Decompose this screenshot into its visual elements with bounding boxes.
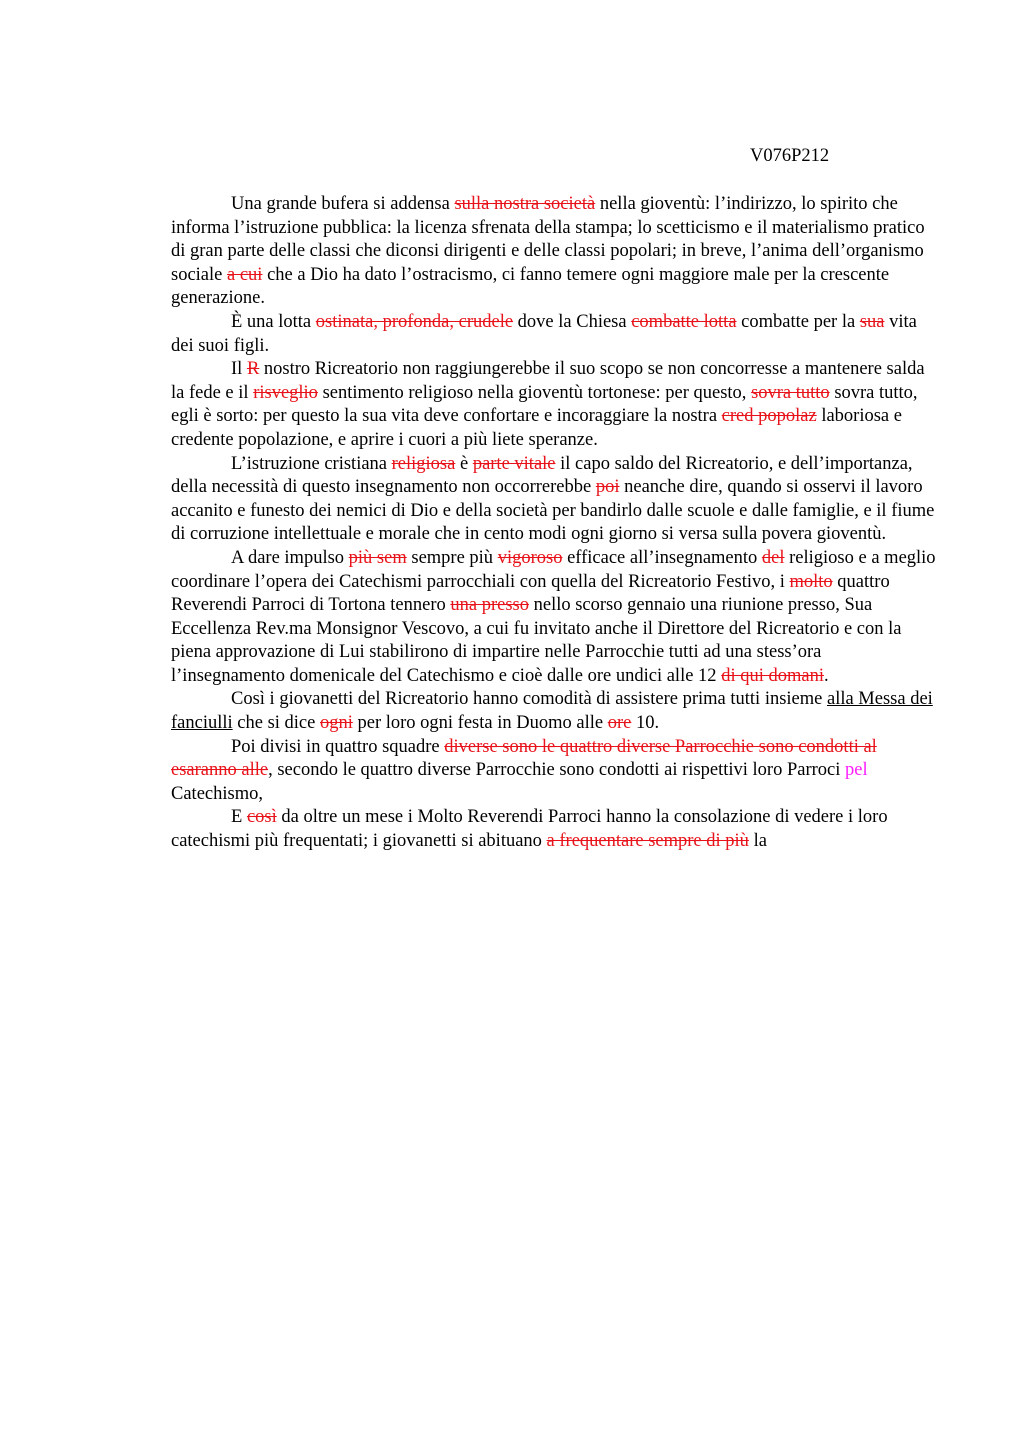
text-span: sentimento religioso nella gioventù tortonese: per questo,: [317, 382, 752, 403]
deleted-text: combatte lotta: [631, 311, 737, 332]
text-span: sovra tutto, egli è sorto: per questo la sua vita deve confortare e incoraggiare la nostra: [171, 382, 918, 427]
document-body: [171, 193, 939, 854]
text-span: religioso e a meglio coordinare l’opera dei Catechismi parrocchiali con quella del Ricreatorio Festivo, i: [171, 547, 936, 592]
text-span: Catechismo,: [171, 783, 263, 804]
paragraph: [171, 736, 939, 807]
text-span: nostro Ricreatorio non raggiungerebbe il suo scopo se non concorresse a mantenere salda la fede e il: [171, 359, 925, 403]
deleted-text: religiosa: [391, 453, 456, 474]
deleted-text: risveglio: [253, 382, 318, 403]
deleted-text: ogni: [319, 713, 353, 734]
inserted-text: pel: [845, 760, 868, 781]
text-span: A dare impulso: [231, 547, 349, 568]
text-span: vita dei suoi figli.: [171, 311, 917, 356]
paragraph: [171, 193, 939, 311]
deleted-text: così: [246, 807, 277, 828]
text-span: combatte per la: [736, 311, 860, 332]
deleted-text: diverse sono le quattro diverse Parrocchie sono condotti al esaranno alle: [171, 736, 877, 781]
deleted-text: a cui: [227, 264, 263, 285]
text-span: Una grande bufera si addensa: [231, 194, 455, 214]
deleted-text: R: [246, 359, 260, 380]
text-span: quattro Reverendi Parroci di Tortona tennero: [171, 571, 890, 616]
text-span: nello scorso gennaio una riunione presso, Sua Eccellenza Rev.ma Monsignor Vescovo, a cui fu invitato anche il Direttore del Ricreatorio e con la piena approvazione di Lui stabilirono di impartire nelle Parrocchie tutti ad una stess’ora l’insegnamento domenicale del Catechismo e cioè dalle ore undici alle 12: [171, 595, 902, 686]
text-span: Così i giovanetti del Ricreatorio hanno comodità di assistere prima tutti insieme: [231, 689, 827, 710]
text-span: sempre più: [406, 547, 498, 568]
deleted-text: parte vitale: [472, 453, 556, 474]
deleted-text: cred popolaz: [721, 406, 817, 427]
underlined-text: alla Messa dei fanciulli: [171, 689, 933, 734]
paragraph: [171, 311, 939, 358]
text-span: neanche dire, quando si osservi il lavoro accanito e funesto dei nemici di Dio e della società per bandirlo dalle scuole e dalle famiglie, e il fiume di corruzione intellettuale e morale che in cento modi ogni giorno si versa sulla povera gioventù.: [171, 477, 935, 545]
text-span: Poi divisi in quattro squadre: [231, 736, 445, 757]
deleted-text: sovra tutto: [751, 382, 830, 403]
paragraph: [171, 358, 939, 452]
text-span: 10.: [631, 713, 660, 734]
deleted-text: di qui domani: [721, 665, 824, 686]
deleted-text: a frequentare sempre di più: [546, 831, 749, 852]
text-span: che si dice: [232, 713, 320, 734]
paragraph: [171, 547, 939, 689]
text-span: È una lotta: [231, 311, 316, 332]
text-span: nella gioventù: l’indirizzo, lo spirito che informa l’istruzione pubblica: la licenza sfrenata della stampa; lo scetticismo e il materialismo pratico di gran parte delle classi che diconsi dirigenti e delle classi popolari; in breve, l’anima dell’organismo sociale: [171, 194, 925, 285]
deleted-text: ore: [607, 713, 632, 734]
text-span: è: [455, 453, 473, 474]
deleted-text: ostinata, profonda, crudele: [315, 311, 514, 332]
paragraph: [171, 453, 939, 547]
text-span: la: [748, 831, 767, 852]
deleted-text: poi: [595, 477, 620, 498]
deleted-text: sua: [859, 311, 885, 332]
text-span: , secondo le quattro diverse Parrocchie sono condotti ai rispettivi loro Parroci: [268, 760, 846, 781]
text-span: il capo saldo del Ricreatorio, e dell’importanza, della necessità di questo insegnamento non occorrerebbe: [171, 453, 913, 498]
paragraph: [171, 688, 939, 735]
deleted-text: sulla nostra società: [454, 194, 596, 214]
text-span: L’istruzione cristiana: [231, 453, 392, 474]
text-span: E: [231, 807, 247, 828]
text-span: per loro ogni festa in Duomo alle: [352, 713, 608, 734]
deleted-text: più sem: [348, 547, 407, 568]
paragraph: [171, 806, 939, 853]
deleted-text: molto: [789, 571, 833, 592]
text-span: dove la Chiesa: [513, 311, 632, 332]
text-span: che a Dio ha dato l’ostracismo, ci fanno temere ogni maggiore male per la crescente generazione.: [171, 264, 890, 309]
text-span: laboriosa e credente popolazione, e aprire i cuori a più liete speranze.: [171, 406, 902, 450]
document-id: V076P212: [750, 146, 830, 166]
text-span: efficace all’insegnamento: [562, 547, 762, 568]
text-span: .: [823, 665, 829, 686]
deleted-text: una presso: [450, 595, 529, 616]
text-span: da oltre un mese i Molto Reverendi Parroci hanno la consolazione di vedere i loro catechismi più frequentati; i giovanetti si abituano: [171, 807, 888, 852]
deleted-text: del: [761, 547, 785, 568]
deleted-text: vigoroso: [497, 547, 563, 568]
text-span: Il: [231, 359, 247, 380]
